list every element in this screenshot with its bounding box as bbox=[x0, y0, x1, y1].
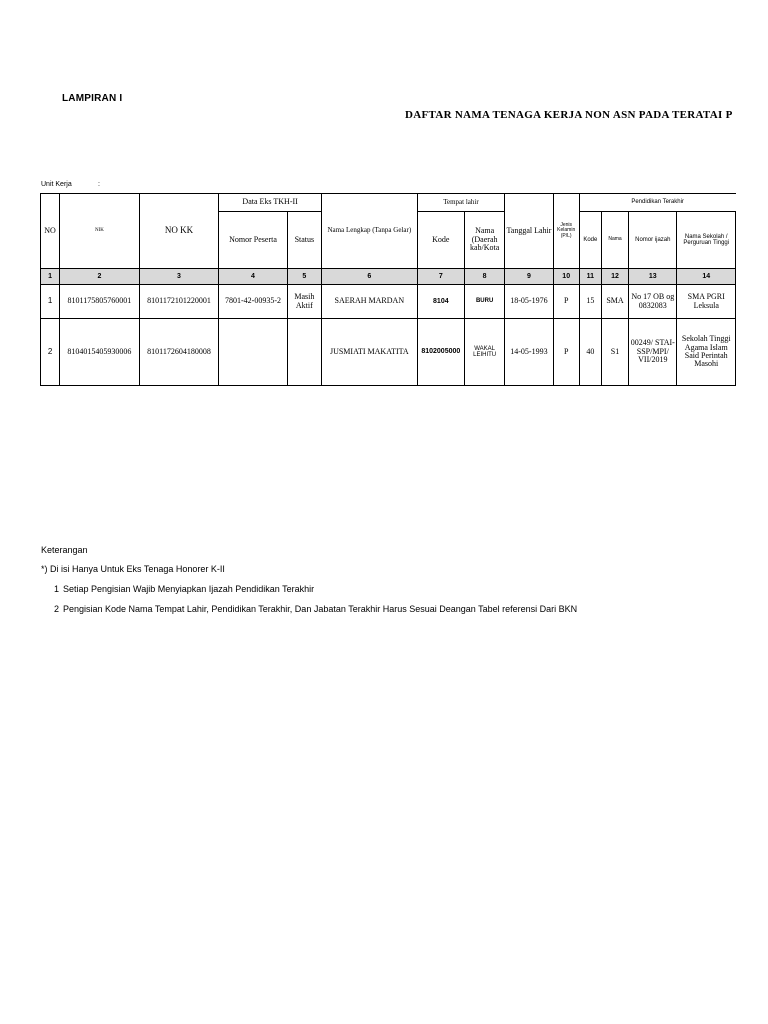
cell-kode: 8102005000 bbox=[417, 319, 464, 386]
cell-ijazah: 00249/ STAI-SSP/MPI/ VII/2019 bbox=[629, 319, 677, 386]
cell-tanggal-lahir: 18-05-1976 bbox=[505, 285, 553, 319]
lampiran-label: LAMPIRAN I bbox=[62, 93, 123, 104]
cell-nomor-peserta bbox=[219, 319, 287, 386]
keterangan-item-text: Setiap Pengisian Wajib Menyiapkan Ijazah Pendidikan Terakhir bbox=[63, 584, 315, 594]
header-nomor-peserta: Nomor Peserta bbox=[219, 212, 287, 269]
cell-pend-nama: S1 bbox=[601, 319, 628, 386]
document-title: DAFTAR NAMA TENAGA KERJA NON ASN PADA TERATAI P bbox=[405, 109, 733, 121]
keterangan-note: *) Di isi Hanya Untuk Eks Tenaga Honorer K-II bbox=[41, 564, 225, 574]
cell-jk: P bbox=[553, 285, 579, 319]
cell-jk: P bbox=[553, 319, 579, 386]
column-number: 8 bbox=[464, 269, 504, 285]
cell-kode: 8104 bbox=[417, 285, 464, 319]
cell-status: Masih Aktif bbox=[287, 285, 321, 319]
column-number: 1 bbox=[41, 269, 60, 285]
keterangan-item-number: 2 bbox=[53, 604, 59, 614]
column-number: 3 bbox=[139, 269, 219, 285]
cell-ijazah: No 17 OB og 0832083 bbox=[629, 285, 677, 319]
cell-no-kk: 8101172604180008 bbox=[139, 319, 219, 386]
cell-tanggal-lahir: 14-05-1993 bbox=[505, 319, 553, 386]
header-row-1 bbox=[41, 194, 736, 212]
cell-nama: SAERAH MARDAN bbox=[321, 285, 417, 319]
header-pend-nama: Nama bbox=[601, 212, 628, 269]
cell-nama-daerah: BURU bbox=[464, 285, 504, 319]
cell-no: 1 bbox=[41, 285, 60, 319]
column-number: 5 bbox=[287, 269, 321, 285]
unit-kerja-label: Unit Kerja bbox=[41, 181, 72, 188]
cell-no-kk: 8101172101220001 bbox=[139, 285, 219, 319]
table-row bbox=[41, 319, 736, 386]
header-nik: NIK bbox=[60, 194, 140, 269]
cell-nama: JUSMIATI MAKATITA bbox=[321, 319, 417, 386]
cell-nama-daerah: WAKAL LEIHITU bbox=[464, 319, 504, 386]
column-number: 11 bbox=[579, 269, 601, 285]
header-nomor-ijazah: Nomor ijazah bbox=[629, 212, 677, 269]
column-number: 6 bbox=[321, 269, 417, 285]
column-number: 2 bbox=[60, 269, 140, 285]
cell-status bbox=[287, 319, 321, 386]
column-number: 10 bbox=[553, 269, 579, 285]
unit-kerja-colon: : bbox=[98, 181, 100, 188]
keterangan-title: Keterangan bbox=[41, 545, 88, 555]
header-tanggal-lahir: Tanggal Lahir bbox=[505, 194, 553, 269]
column-number: 7 bbox=[417, 269, 464, 285]
cell-pend-kode: 40 bbox=[579, 319, 601, 386]
column-number: 4 bbox=[219, 269, 287, 285]
header-no-kk: NO KK bbox=[139, 194, 219, 269]
cell-sekolah: SMA PGRI Leksula bbox=[677, 285, 736, 319]
keterangan-item-text: Pengisian Kode Nama Tempat Lahir, Pendidikan Terakhir, Dan Jabatan Terakhir Harus Sesuai Deangan Tabel referensi Dari BKN bbox=[63, 604, 578, 614]
cell-nik: 8104015405930006 bbox=[60, 319, 140, 386]
header-kode: Kode bbox=[417, 212, 464, 269]
header-jenis-kelamin: Jenis Kelamin (P/L) bbox=[553, 194, 579, 269]
column-number: 13 bbox=[629, 269, 677, 285]
keterangan-item bbox=[41, 584, 314, 594]
header-status: Status bbox=[287, 212, 321, 269]
cell-nomor-peserta: 7801-42-00935-2 bbox=[219, 285, 287, 319]
header-tempat-lahir: Tempat lahir bbox=[417, 194, 505, 212]
column-number: 12 bbox=[601, 269, 628, 285]
header-nama-sekolah: Nama Sekolah / Perguruan Tinggi bbox=[677, 212, 736, 269]
cell-sekolah: Sekolah Tinggi Agama Islam Said Perintah Masohi bbox=[677, 319, 736, 386]
column-number: 9 bbox=[505, 269, 553, 285]
header-nama-daerah: Nama (Daerah kab/Kota bbox=[464, 212, 504, 269]
header-pend-kode: Kode bbox=[579, 212, 601, 269]
header-pendidikan: Pendidikan Terakhir bbox=[579, 194, 735, 212]
unit-kerja bbox=[41, 181, 100, 188]
keterangan-item bbox=[41, 604, 577, 614]
header-nama-lengkap: Nama Lengkap (Tanpa Gelar) bbox=[321, 194, 417, 269]
header-no: NO bbox=[41, 194, 60, 269]
cell-no: 2 bbox=[41, 319, 60, 386]
column-number-row bbox=[41, 269, 736, 285]
column-number: 14 bbox=[677, 269, 736, 285]
cell-pend-kode: 15 bbox=[579, 285, 601, 319]
employee-table bbox=[40, 193, 736, 386]
cell-pend-nama: SMA bbox=[601, 285, 628, 319]
cell-nik: 8101175805760001 bbox=[60, 285, 140, 319]
header-data-eks: Data Eks TKH-II bbox=[219, 194, 322, 212]
keterangan-item-number: 1 bbox=[53, 584, 59, 594]
table-row bbox=[41, 285, 736, 319]
